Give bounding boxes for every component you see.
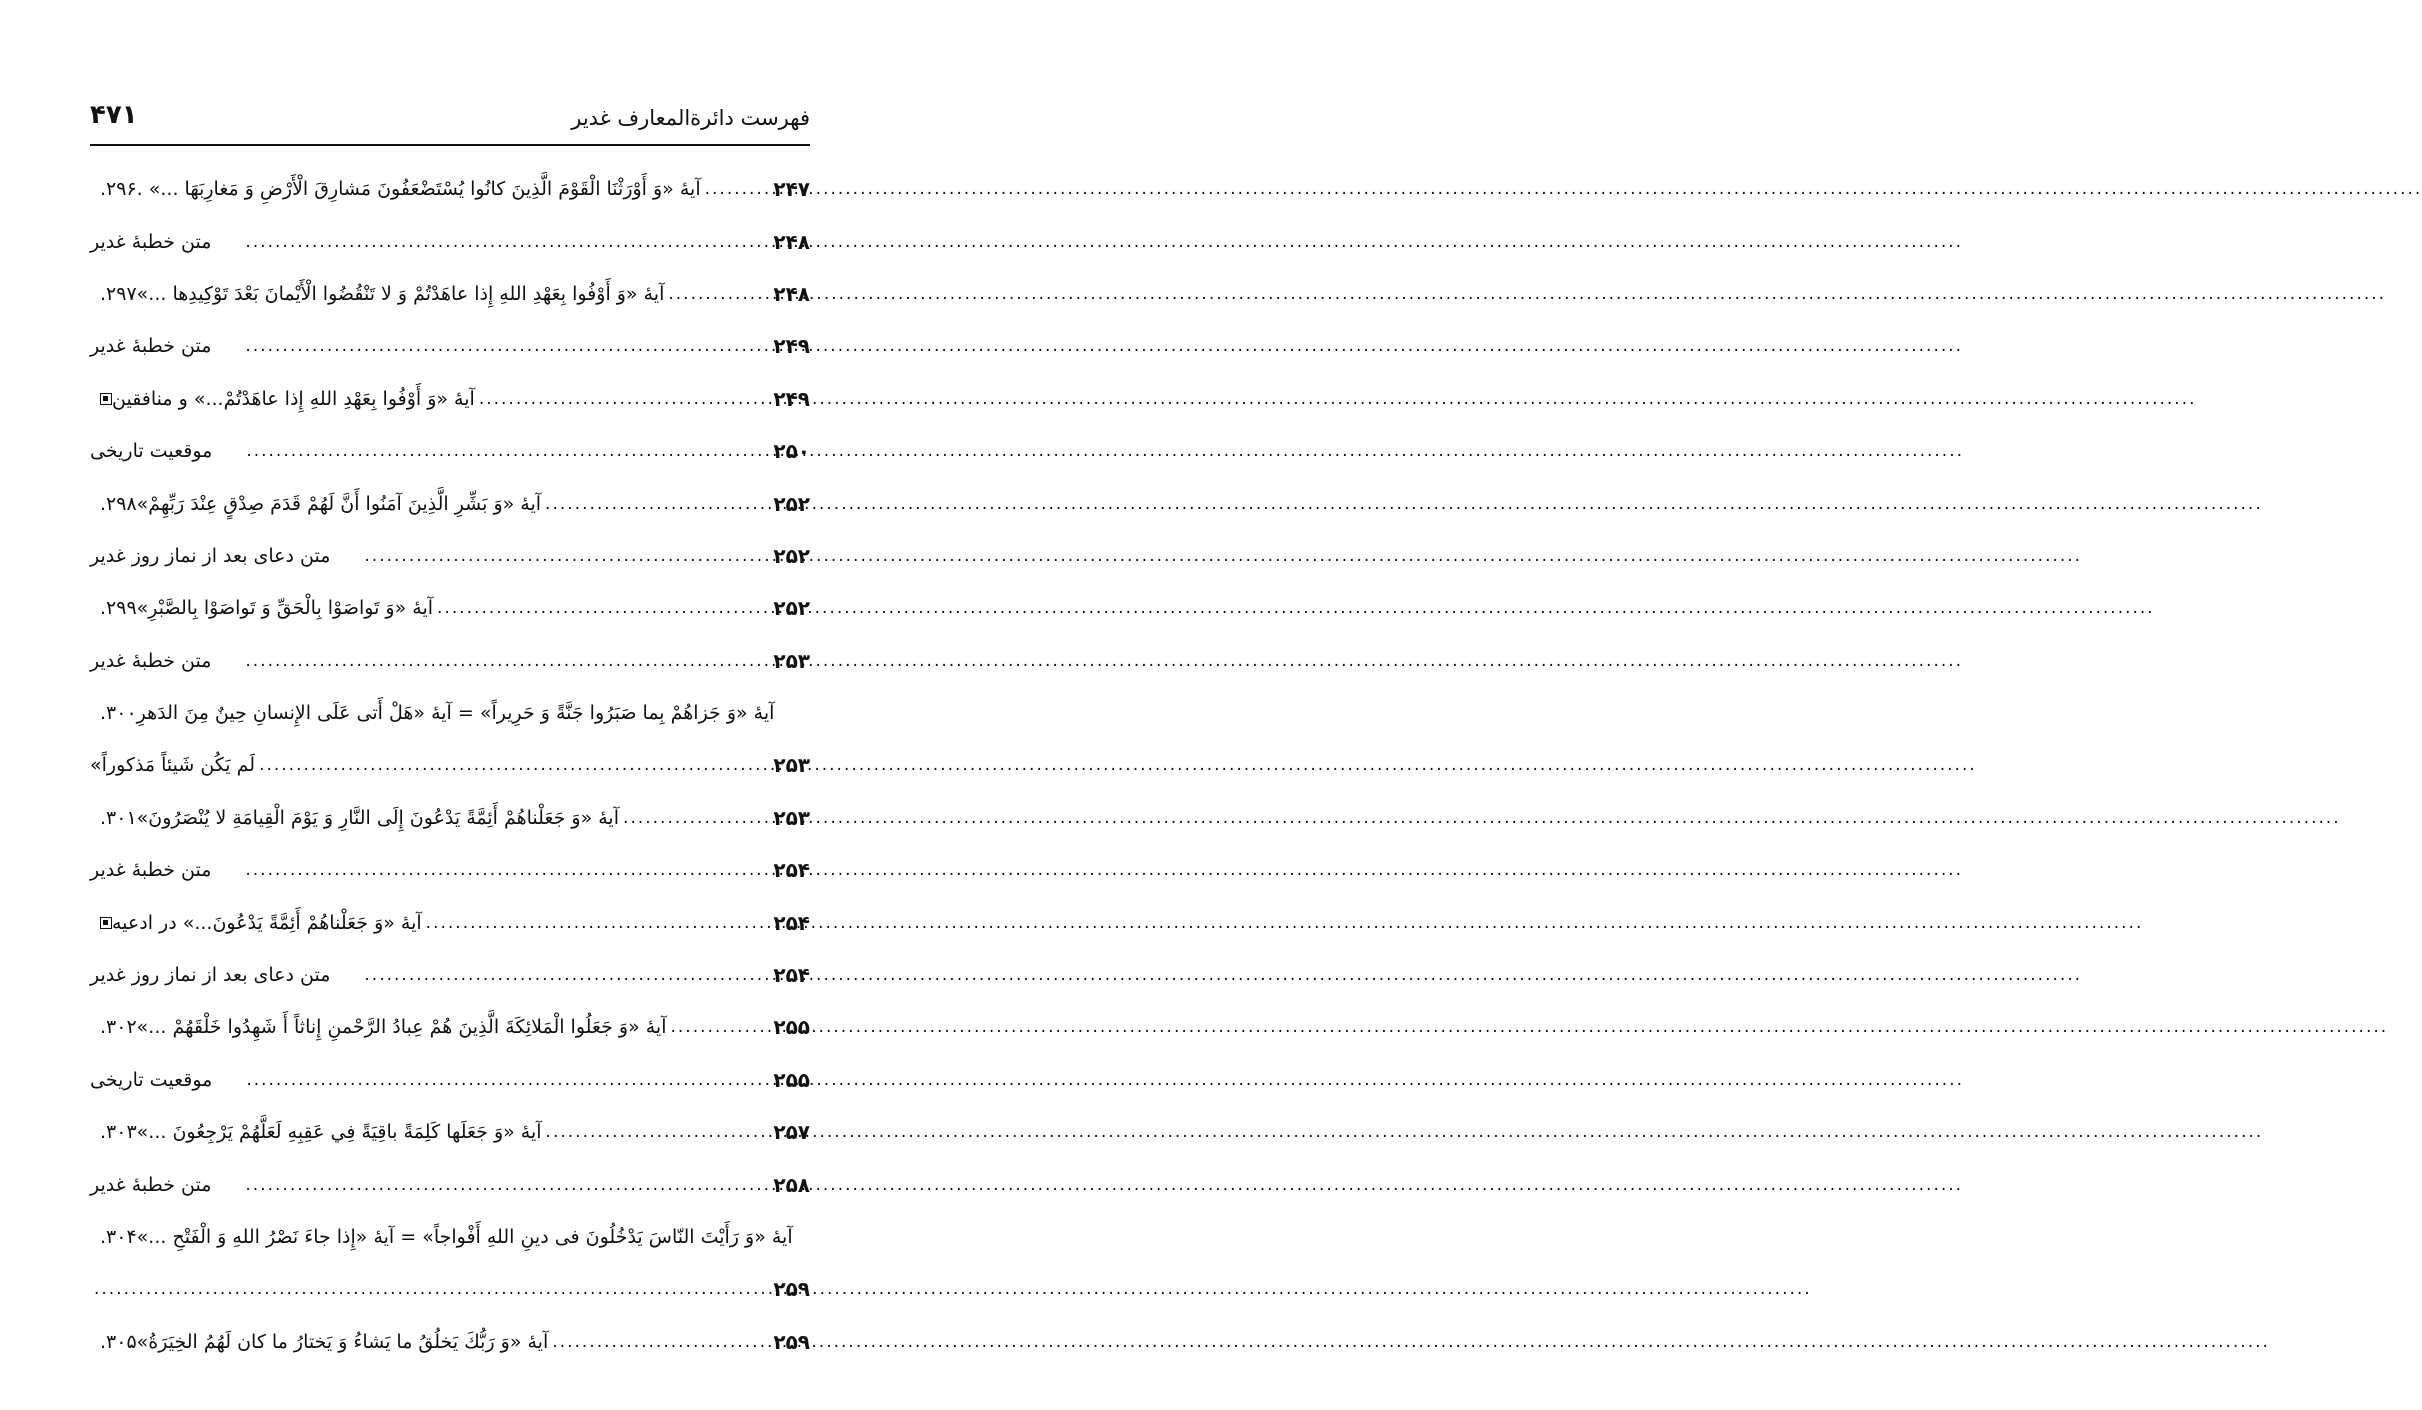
toc-entry	[90, 687, 810, 739]
toc-entries	[90, 163, 810, 1368]
entry-text: متن خطبهٔ غدیر	[90, 859, 212, 882]
page-number: ۴۷۱	[90, 100, 138, 130]
entry-page-number: ۲۵۲	[773, 596, 810, 621]
entry-page-number: ۲۵۵	[773, 1015, 810, 1040]
toc-entry	[90, 635, 810, 687]
entry-page-number: ۲۵۹	[773, 1329, 810, 1354]
toc-entry	[90, 896, 810, 948]
dot-leader	[90, 1279, 773, 1299]
entry-number: ۳۰۰.	[100, 702, 137, 725]
dot-leader	[422, 913, 774, 933]
entry-page-number: ۲۵۵	[773, 1067, 810, 1092]
toc-entry	[90, 268, 810, 320]
toc-entry	[90, 739, 810, 791]
entry-text: آیهٔ «وَ تَواصَوْا بِالْحَقِّ وَ تَواصَوْا بِالصَّبْرِ»	[136, 597, 434, 620]
entry-text: متن خطبهٔ غدیر	[90, 1173, 212, 1196]
dot-leader	[542, 1122, 774, 1142]
entry-page-number: ۲۵۷	[773, 1120, 810, 1145]
entry-page-number: ۲۴۸	[773, 229, 810, 254]
dot-leader	[541, 494, 773, 514]
entry-text: آیهٔ «وَ جَعَلَها كَلِمَةً باقِيَةً فِي عَقِبِهِ لَعَلَّهُمْ يَرْجِعُونَ ...»	[136, 1121, 542, 1144]
entry-page-number: ۲۵۴	[773, 963, 810, 988]
toc-entry	[90, 425, 810, 477]
dot-leader	[664, 284, 773, 304]
entry-text: آیهٔ «وَ جَعَلُوا الْمَلائِكَةَ الَّذِينَ هُمْ عِبادُ الرَّحْمنِ إِناثاً أَ شَهِدُوا خَلْقَهُمْ ...»	[136, 1016, 667, 1039]
dot-leader	[241, 336, 773, 356]
book-title: فهرست دائرةالمعارف غدیر	[571, 106, 810, 130]
dot-leader	[475, 389, 774, 409]
entry-number: ۳۰۴.	[100, 1226, 137, 1248]
entry-text: آیهٔ «وَ أَوْرَثْنَا الْقَوْمَ الَّذِينَ كانُوا يُسْتَضْعَفُونَ مَشارِقَ الْأَرْضِ وَ مَغارِبَهَا ...» .	[136, 178, 701, 201]
toc-entry	[90, 844, 810, 896]
entry-text: آیهٔ «وَ أَوْفُوا بِعَهْدِ اللهِ إِذا عاهَدْتُمْ وَ لا تَنْقُضُوا الْأَيْمانَ بَعْدَ تَوْكِيدِها ...»	[136, 282, 665, 305]
dot-leader	[360, 965, 773, 985]
entry-text: آیهٔ «وَ أَوْفُوا بِعَهْدِ اللهِ إِذا عاهَدْتُمْ...» و منافقین	[112, 387, 475, 410]
toc-entry	[90, 530, 810, 582]
entry-text: آیهٔ «وَ جَعَلْناهُمْ أَئِمَّةً يَدْعُونَ إِلَى النَّارِ وَ يَوْمَ الْقِيامَةِ لا يُنْصَرُونَ»	[136, 806, 620, 829]
dot-leader	[242, 441, 773, 461]
toc-entry	[90, 215, 810, 267]
entry-page-number: ۲۴۸	[773, 281, 810, 306]
running-header	[90, 96, 810, 146]
square-bullet-icon	[100, 917, 112, 929]
toc-entry	[90, 1316, 810, 1368]
entry-page-number: ۲۵۴	[773, 858, 810, 883]
toc-entry	[90, 792, 810, 844]
dot-leader	[242, 1070, 773, 1090]
dot-leader	[433, 598, 773, 618]
entry-page-number: ۲۵۴	[773, 910, 810, 935]
toc-entry	[90, 1211, 810, 1263]
dot-leader	[241, 1175, 773, 1195]
entry-number: ۲۹۶.	[100, 178, 137, 201]
toc-entry	[90, 1106, 810, 1158]
toc-entry	[90, 1263, 810, 1315]
square-bullet-icon	[100, 393, 112, 405]
dot-leader	[241, 651, 773, 671]
entry-number: ۳۰۵.	[100, 1330, 137, 1353]
dot-leader	[666, 1017, 773, 1037]
entry-page-number: ۲۵۳	[773, 648, 810, 673]
entry-text: لَم يَكُن شَيئاً مَذكوراً»	[90, 754, 256, 777]
dot-leader	[255, 755, 773, 775]
entry-text: آیهٔ «وَ بَشِّرِ الَّذِينَ آمَنُوا أَنَّ لَهُمْ قَدَمَ صِدْقٍ عِنْدَ رَبِّهِمْ»	[136, 492, 542, 515]
toc-entry	[90, 320, 810, 372]
entry-text: متن دعای بعد از نماز روز غدیر	[90, 964, 331, 987]
entry-page-number: ۲۵۹	[773, 1277, 810, 1302]
dot-leader	[701, 179, 774, 199]
toc-entry	[90, 949, 810, 1001]
toc-entry	[90, 1158, 810, 1210]
entry-text: موقعیت تاریخی	[90, 440, 213, 463]
dot-leader	[548, 1332, 773, 1352]
entry-number: ۳۰۳.	[100, 1121, 137, 1144]
entry-page-number: ۲۵۸	[773, 1172, 810, 1197]
entry-page-number: ۲۵۲	[773, 491, 810, 516]
entry-text: متن دعای بعد از نماز روز غدیر	[90, 544, 331, 567]
entry-number: ۲۹۸.	[100, 492, 137, 515]
dot-leader	[360, 546, 773, 566]
toc-entry	[90, 1054, 810, 1106]
dot-leader	[241, 232, 773, 252]
dot-leader	[619, 808, 773, 828]
entry-number: ۲۹۹.	[100, 597, 137, 620]
entry-text: متن خطبهٔ غدیر	[90, 649, 212, 672]
entry-page-number: ۲۴۷	[773, 177, 810, 202]
entry-number: ۳۰۲.	[100, 1016, 137, 1039]
entry-page-number: ۲۵۲	[773, 543, 810, 568]
page	[0, 0, 900, 1410]
toc-entry	[90, 477, 810, 529]
entry-text: آیهٔ «وَ جَزاهُمْ بِما صَبَرُوا جَنَّةً وَ حَرِيراً» = آیهٔ «هَلْ أَتى عَلَى الإِنسانِ حِينٌ مِنَ الدَهرِ	[136, 702, 775, 725]
entry-text: موقعیت تاریخی	[90, 1068, 213, 1091]
entry-text: آیهٔ «وَ جَعَلْناهُمْ أَئِمَّةً يَدْعُونَ...» در ادعیه	[112, 911, 422, 934]
toc-entry	[90, 163, 810, 215]
dot-leader	[241, 860, 773, 880]
toc-entry	[90, 373, 810, 425]
entry-text: متن خطبهٔ غدیر	[90, 335, 212, 358]
entry-text: متن خطبهٔ غدیر	[90, 230, 212, 253]
entry-page-number: ۲۵۰	[773, 439, 810, 464]
toc-entry	[90, 1001, 810, 1053]
toc-entry	[90, 582, 810, 634]
entry-number: ۲۹۷.	[100, 282, 137, 305]
entry-page-number: ۲۵۳	[773, 805, 810, 830]
entry-text: آیهٔ «وَ رَبُّكَ يَخلُقُ ما يَشاءُ وَ يَختارُ ما كان لَهُمُ الخِيَرَةُ»	[136, 1330, 549, 1353]
entry-page-number: ۲۴۹	[773, 386, 810, 411]
entry-page-number: ۲۴۹	[773, 334, 810, 359]
entry-number: ۳۰۱.	[100, 806, 137, 829]
entry-page-number: ۲۵۳	[773, 753, 810, 778]
entry-text: آیهٔ «وَ رَأَيْتَ النّاسَ يَدْخُلُونَ فى دينِ اللهِ أَفْواجاً» = آیهٔ «إِذا جاءَ نَصْرُ اللهِ وَ الْفَتْحِ ...»	[136, 1226, 793, 1248]
